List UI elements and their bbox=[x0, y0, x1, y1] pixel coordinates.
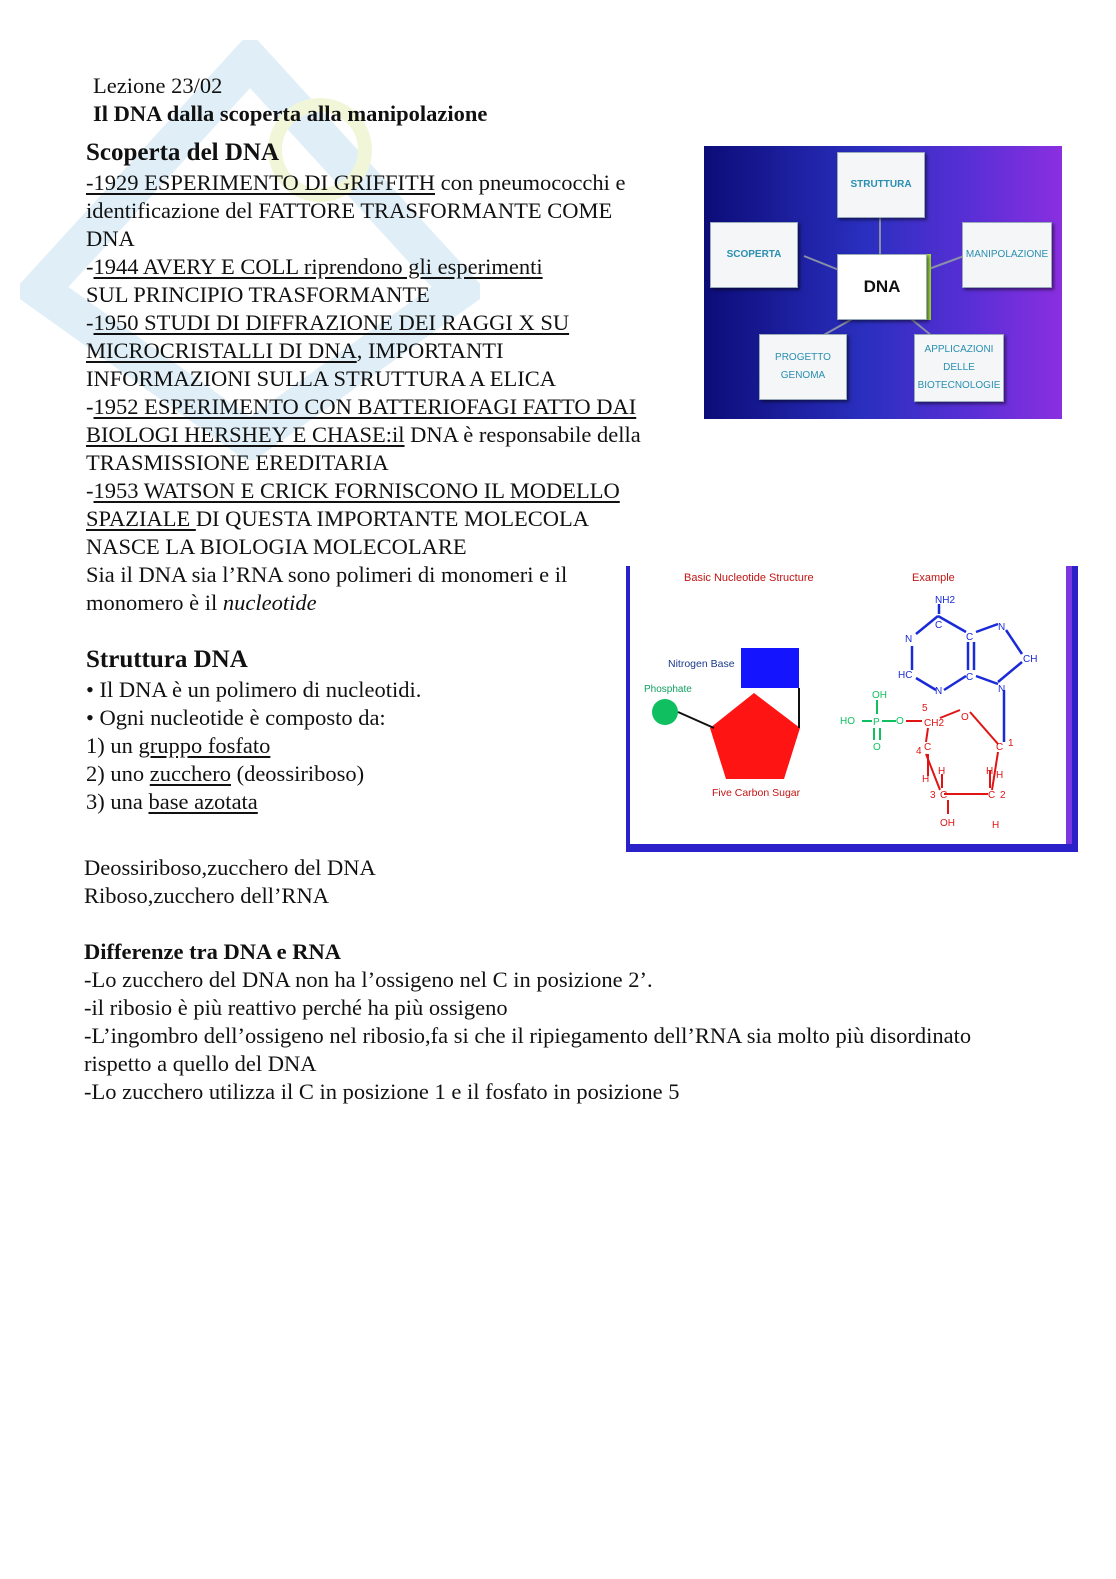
atom-label: H bbox=[922, 774, 930, 785]
box-scoperta: SCOPERTA bbox=[710, 222, 798, 288]
label-nitrogen-base: Nitrogen Base bbox=[668, 658, 735, 670]
text-line: -Lo zucchero utilizza il C in posizione 1 e il fosfato in posizione 5 bbox=[84, 1079, 680, 1104]
box-progetto-genoma bbox=[759, 334, 847, 400]
box-manipolazione: MANIPOLAZIONE bbox=[962, 222, 1052, 288]
text-line: Riboso,zucchero dell’RNA bbox=[84, 883, 329, 908]
list-item bbox=[86, 788, 258, 816]
text-span: con pneumococchi e bbox=[434, 170, 626, 195]
text-line: rispetto a quello del DNA bbox=[84, 1051, 317, 1076]
text-line bbox=[86, 477, 620, 505]
text-line: Sia il DNA sia l’RNA sono polimeri di monomeri e il bbox=[86, 562, 568, 587]
atom-label: CH bbox=[1023, 654, 1038, 665]
atom-label: H bbox=[992, 820, 1000, 831]
atom-label: P bbox=[873, 717, 880, 728]
atom-label: H bbox=[986, 766, 994, 777]
atom-label: C bbox=[988, 790, 996, 801]
section-heading-structure: Struttura DNA bbox=[86, 646, 248, 673]
title-basic: Basic Nucleotide Structure bbox=[684, 572, 814, 584]
atom-label: 2 bbox=[1000, 790, 1006, 801]
atom-label: OH bbox=[872, 690, 887, 701]
dna-topics-diagram bbox=[704, 146, 1062, 419]
label-five-carbon-sugar: Five Carbon Sugar bbox=[712, 787, 801, 799]
text-line: NASCE LA BIOLOGIA MOLECOLARE bbox=[86, 534, 467, 559]
atom-label: H bbox=[996, 770, 1004, 781]
section-heading-discovery: Scoperta del DNA bbox=[86, 139, 280, 166]
text-line bbox=[86, 421, 641, 449]
text-span: base azotata bbox=[148, 789, 258, 814]
box-line: GENOMA bbox=[780, 370, 826, 381]
atom-label: N bbox=[935, 686, 943, 697]
event-1953: 1953 WATSON E CRICK FORNISCONO IL MODELLO bbox=[93, 478, 620, 503]
text-line bbox=[86, 589, 317, 617]
text-span: zucchero bbox=[149, 761, 231, 786]
label-phosphate: Phosphate bbox=[644, 684, 692, 695]
atom-label: NH2 bbox=[935, 595, 956, 606]
text-line: DNA bbox=[86, 226, 135, 251]
nitrogen-base-shape bbox=[741, 648, 799, 688]
text-line: -L’ingombro dell’ossigeno nel ribosio,fa si che il ripiegamento dell’RNA sia molto più disordinato bbox=[84, 1023, 972, 1048]
atom-label: H bbox=[938, 766, 946, 777]
box-struttura: STRUTTURA bbox=[837, 152, 925, 218]
text-line: -il ribosio è più reattivo perché ha più ossigeno bbox=[84, 995, 508, 1020]
atom-label: N bbox=[998, 622, 1006, 633]
text-line: TRASMISSIONE EREDITARIA bbox=[86, 450, 389, 475]
box-line: APPLICAZIONI bbox=[924, 344, 994, 355]
atom-label: C bbox=[996, 742, 1004, 753]
box-applicazioni bbox=[914, 334, 1004, 402]
atom-label: N bbox=[998, 684, 1006, 695]
box-line: PROGETTO bbox=[775, 352, 831, 363]
text-span: SPAZIALE bbox=[86, 506, 196, 531]
event-1952: 1952 ESPERIMENTO CON BATTERIOFAGI FATTO DAI bbox=[93, 394, 637, 419]
atom-label: 1 bbox=[1008, 738, 1014, 749]
text-line: identificazione del FATTORE TRASFORMANTE COME bbox=[86, 198, 613, 223]
list-item bbox=[86, 760, 364, 788]
atom-label: HO bbox=[840, 716, 855, 727]
bullet-item: • Il DNA è un polimero di nucleotidi. bbox=[86, 677, 422, 702]
text-span: - bbox=[86, 254, 94, 279]
atom-label: O bbox=[961, 712, 969, 723]
bullet-item: • Ogni nucleotide è composto da: bbox=[86, 705, 386, 730]
text-line: SUL PRINCIPIO TRASFORMANTE bbox=[86, 282, 430, 307]
text-span: (deossiriboso) bbox=[230, 761, 365, 786]
text-span: MICROCRISTALLI DI DNA bbox=[86, 338, 357, 363]
atom-label: 3 bbox=[930, 790, 936, 801]
atom-label: O bbox=[873, 742, 881, 753]
text-line bbox=[86, 393, 636, 421]
atom-label: C bbox=[966, 632, 974, 643]
atom-label: C bbox=[966, 672, 974, 683]
atom-label: 5 bbox=[922, 703, 928, 714]
box-dna: DNA bbox=[837, 254, 927, 320]
text-span: 2) uno bbox=[86, 761, 150, 786]
event-1944: 1944 AVERY E COLL riprendono gli esperimenti bbox=[93, 254, 543, 279]
text-line bbox=[86, 253, 543, 281]
text-span: , IMPORTANTI bbox=[356, 338, 504, 363]
atom-label: OH bbox=[940, 818, 955, 829]
text-span: 3) una bbox=[86, 789, 149, 814]
atom-label: O bbox=[896, 716, 904, 727]
atom-label: HC bbox=[898, 670, 913, 681]
phosphate-circle bbox=[652, 699, 678, 725]
text-span: BIOLOGI HERSHEY E CHASE:il bbox=[86, 422, 405, 447]
text-span: nucleotide bbox=[222, 590, 317, 615]
section-heading-differences: Differenze tra DNA e RNA bbox=[84, 939, 341, 964]
atom-label: 4 bbox=[916, 746, 922, 757]
list-item bbox=[86, 732, 270, 760]
atom-label: C bbox=[935, 620, 943, 631]
text-line bbox=[86, 309, 569, 337]
text-span: - bbox=[86, 394, 94, 419]
nucleotide-svg bbox=[626, 566, 1078, 852]
event-1950: 1950 STUDI DI DIFFRAZIONE DEI RAGGI X SU bbox=[93, 310, 570, 335]
lesson-date: Lezione 23/02 bbox=[93, 73, 223, 98]
document-title: Il DNA dalla scoperta alla manipolazione bbox=[93, 101, 488, 126]
text-line: INFORMAZIONI SULLA STRUTTURA A ELICA bbox=[86, 366, 557, 391]
sugar-pentagon bbox=[710, 693, 800, 779]
text-span: gruppo fosfato bbox=[138, 733, 271, 758]
nucleotide-structure-diagram bbox=[626, 566, 1078, 852]
text-line: Deossiriboso,zucchero del DNA bbox=[84, 855, 376, 880]
text-span: - bbox=[86, 478, 94, 503]
event-1929: -1929 ESPERIMENTO DI GRIFFITH bbox=[86, 170, 435, 195]
atom-label: CH2 bbox=[924, 718, 945, 729]
atom-label: N bbox=[905, 634, 913, 645]
text-span: DNA è responsabile della bbox=[404, 422, 641, 447]
text-span: 1) un bbox=[86, 733, 139, 758]
text-line bbox=[86, 505, 589, 533]
box-line: DELLE bbox=[943, 362, 975, 373]
box-line: BIOTECNOLOGIE bbox=[917, 380, 1001, 391]
text-span: DI QUESTA IMPORTANTE MOLECOLA bbox=[195, 506, 589, 531]
text-span: - bbox=[86, 310, 94, 335]
atom-label: C bbox=[924, 742, 932, 753]
atom-label: C bbox=[940, 790, 948, 801]
text-line bbox=[86, 337, 504, 365]
text-line: -Lo zucchero del DNA non ha l’ossigeno nel C in posizione 2’. bbox=[84, 967, 653, 992]
text-line bbox=[86, 169, 626, 197]
text-span: monomero è il bbox=[86, 590, 223, 615]
title-example: Example bbox=[912, 572, 955, 584]
